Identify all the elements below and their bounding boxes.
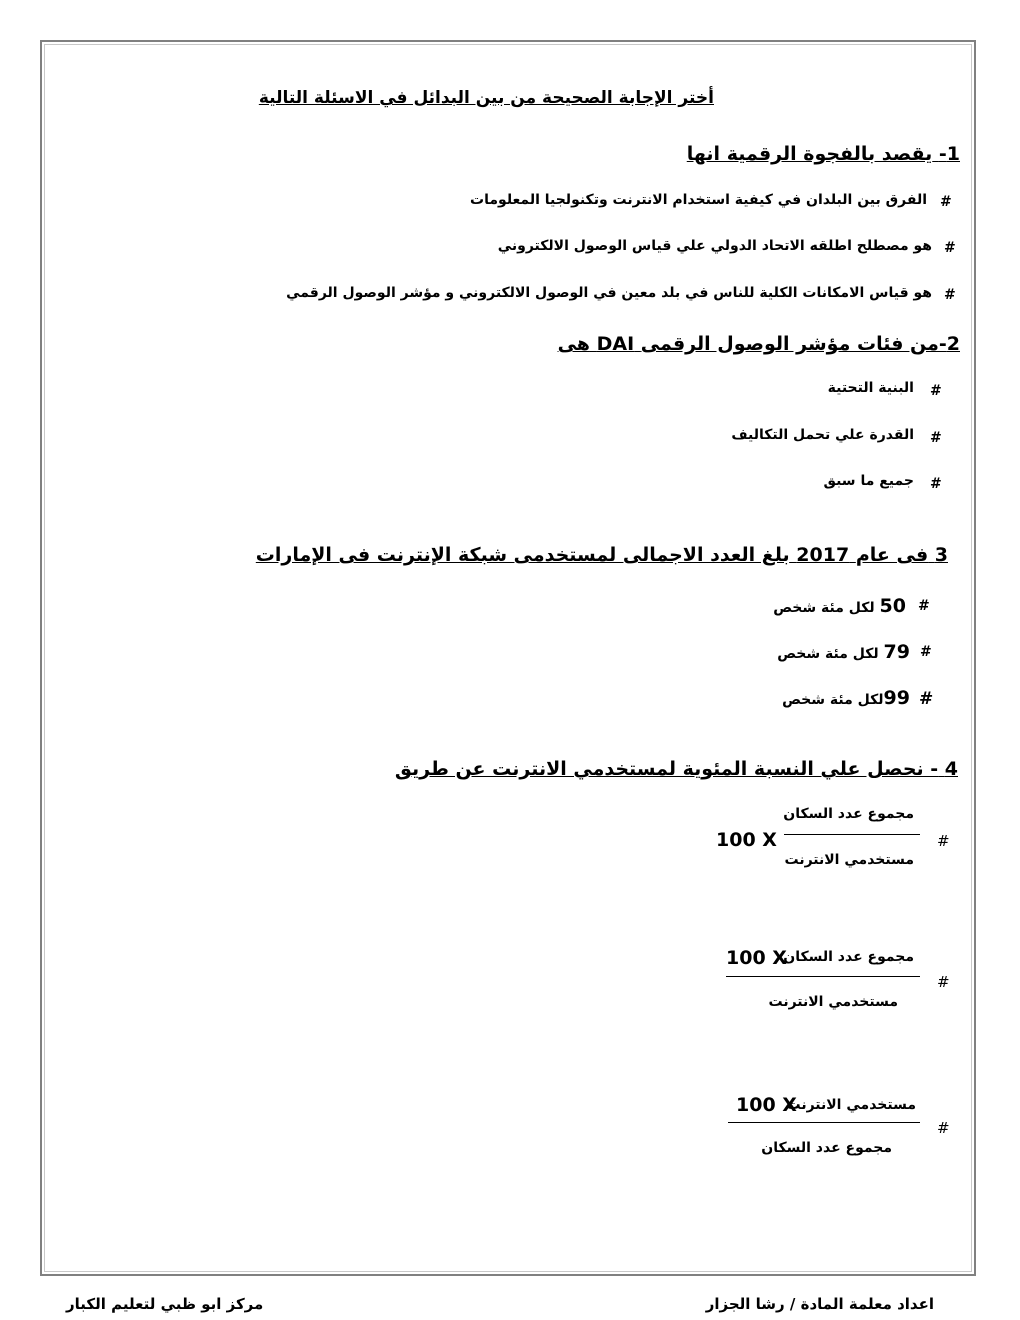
option-2-1[interactable]: البنية التحتية <box>827 380 914 396</box>
question-3-year: 2017 <box>796 544 850 566</box>
question-2 <box>558 333 960 355</box>
option-3-1[interactable] <box>773 595 906 617</box>
hash-icon: # <box>918 598 930 614</box>
hash-icon: # <box>937 1119 950 1137</box>
question-1 <box>687 143 960 165</box>
option-3-2-unit: لكل مئة شخص <box>777 646 879 662</box>
option-2-3[interactable]: جميع ما سبق <box>823 473 914 489</box>
question-3-text: فى عام <box>855 544 929 566</box>
hash-icon: # <box>944 240 956 256</box>
question-2-text: -من فئات مؤشر الوصول الرقمى <box>640 333 947 355</box>
question-4-text: - نحصل علي النسبة المئوية لمستخدمي الانترنت عن طريق <box>394 758 939 780</box>
option-1-1[interactable]: الفرق بين البلدان في كيفية استخدام الانترنت وتكنولجيا المعلومات <box>470 192 927 208</box>
fraction-1-numerator: مجموع عدد السكان <box>783 806 914 822</box>
question-3-number: 3 <box>934 544 948 566</box>
question-1-number: 1- <box>938 143 960 165</box>
question-2-number: 2 <box>946 333 960 355</box>
question-4-number: 4 <box>944 758 958 780</box>
option-3-1-unit: لكل مئة شخص <box>773 600 875 616</box>
hash-icon: # <box>919 689 934 709</box>
question-1-text: يقصد بالفجوة الرقمية انها <box>686 143 933 165</box>
fraction-1-multiplier: 100 X <box>716 829 777 851</box>
hash-icon: # <box>937 973 950 991</box>
option-1-2[interactable]: هو مصطلح اطلقه الاتحاد الدولي علي قياس الوصول الالكتروني <box>497 238 932 254</box>
fraction-1-denominator: مستخدمي الانترنت <box>784 852 914 868</box>
hash-icon: # <box>940 194 952 210</box>
option-3-3[interactable] <box>782 687 910 709</box>
hash-icon: # <box>930 430 942 446</box>
page-title: أختر الإجابة الصحيحة من بين البدائل في الاسئلة التالية <box>258 88 714 108</box>
question-3-rest: بلغ العدد الاجمالى لمستخدمى شبكة الإنترنت فى الإمارات <box>255 544 790 566</box>
fraction-3-multiplier: 100 X <box>736 1094 797 1116</box>
question-2-suffix: هى <box>557 333 590 355</box>
option-3-1-value: 50 <box>879 595 906 617</box>
fraction-2-multiplier: 100 X <box>726 947 787 969</box>
hash-icon: # <box>920 644 932 660</box>
option-3-3-value: 99 <box>883 687 910 709</box>
hash-icon: # <box>944 287 956 303</box>
footer-center: مركز ابو ظبي لتعليم الكبار <box>66 1295 264 1313</box>
hash-icon: # <box>930 383 942 399</box>
hash-icon: # <box>937 832 950 850</box>
question-2-term: DAI <box>596 333 635 355</box>
option-2-2[interactable]: القدرة علي تحمل التكاليف <box>731 427 914 443</box>
fraction-2-numerator: مجموع عدد السكان <box>783 949 914 965</box>
footer-teacher: اعداد معلمة المادة / رشا الجزار <box>705 1295 934 1313</box>
option-3-2[interactable] <box>777 641 910 663</box>
option-1-3[interactable]: هو قياس الامكانات الكلية للناس في بلد معين في الوصول الالكتروني و مؤشر الوصول الرقمي <box>286 285 932 301</box>
fraction-3-bar <box>728 1122 920 1123</box>
fraction-3-numerator: مستخدمي الانترنت <box>786 1097 916 1113</box>
fraction-2-bar <box>726 976 920 977</box>
fraction-2-denominator: مستخدمي الانترنت <box>768 994 898 1010</box>
hash-icon: # <box>930 476 942 492</box>
fraction-3-denominator: مجموع عدد السكان <box>761 1140 892 1156</box>
option-3-2-value: 79 <box>883 641 910 663</box>
fraction-1-bar <box>784 834 920 835</box>
question-3 <box>256 544 948 566</box>
question-4 <box>395 758 958 780</box>
option-3-3-unit: لكل مئة شخص <box>782 692 884 708</box>
